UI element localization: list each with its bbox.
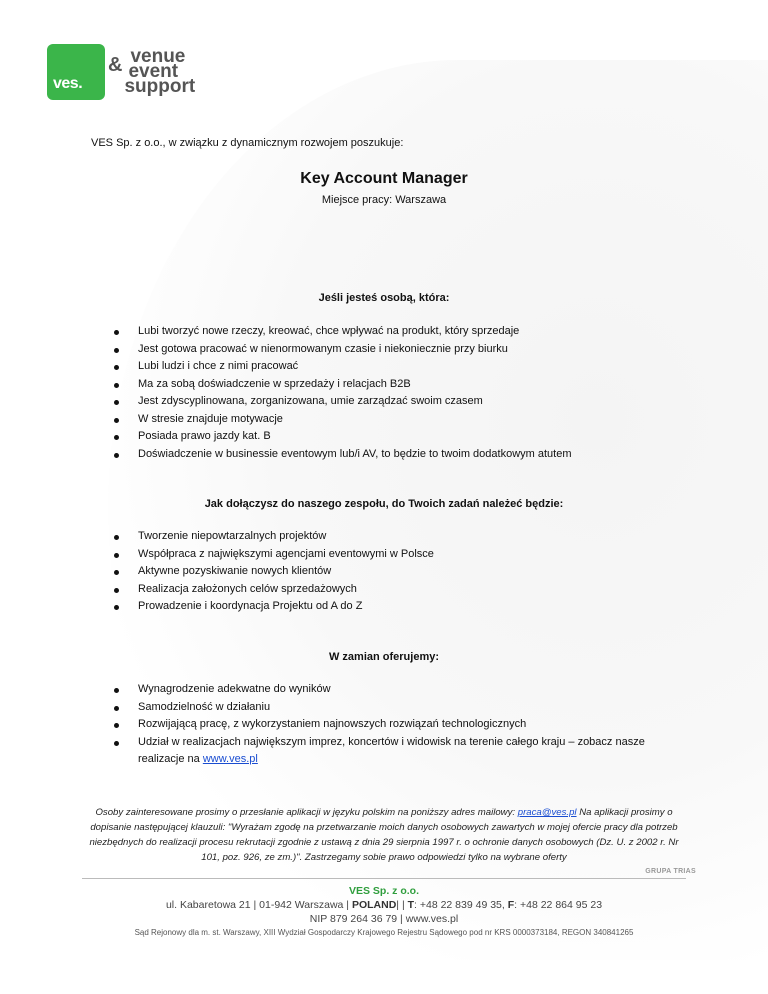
footer-fax: : +48 22 864 95 23 [514,899,603,911]
list-item-text: Udział w realizacjach największym imprez, koncertów i widowisk na terenie całego kraju – zobacz nasze realizacje na [138,735,645,765]
grupa-trias-label: GRUPA TRIAS [645,868,696,875]
logo-short-text: ves. [53,75,83,92]
application-note [82,805,686,865]
logo-ampersand: & [108,53,123,76]
list-item: Wynagrodzenie adekwatne do wyników [110,681,658,699]
footer-address-b: | | [396,899,408,911]
job-title: Key Account Manager [300,170,468,187]
list-item: Jest zdyscyplinowana, zorganizowana, umie zarządzać swoim czasem [110,393,572,411]
ves-logo [47,44,195,100]
list-item [110,734,658,769]
list-item: Rozwijającą pracę, z wykorzystaniem najnowszych rozwiązań technologicznych [110,716,658,734]
job-location: Miejsce pracy: Warszawa [321,194,447,206]
list-item: Jest gotowa pracować w nienormowanym czasie i niekoniecznie przy biurku [110,341,572,359]
email-link[interactable]: praca@ves.pl [517,807,577,818]
list-item: Współpraca z największymi agencjami eventowymi w Polsce [110,546,434,564]
footer-nip: NIP 879 264 36 79 | www.ves.pl [309,913,459,925]
footer-phone: : +48 22 839 49 35, [414,899,508,911]
list-item: Lubi tworzyć nowe rzeczy, kreować, chce wpływać na produkt, który sprzedaje [110,323,572,341]
list-item: Lubi ludzi i chce z nimi pracować [110,358,572,376]
footer-address [0,898,768,912]
list-item: W stresie znajduje motywacje [110,411,572,429]
note-part2: Na aplikacji prosimy o dopisanie następującej klauzuli: "Wyrażam zgodę na przetwarzanie moich danych osobowych zawartych w mojej ofercie pracy dla potrzeb niezbędnych do realizacji procesu rekrutacji zgodnie z ustawą z dnia 29 sierpnia 1997 r. o ochronie danych osobowych (Dz. U. z 2002 r. Nr 101, poz. 926, ze zm.)". Zastrzegamy sobie prawo odpowiedzi tylko na wybrane oferty [89,807,679,863]
section3-heading: W zamian oferujemy: [328,651,440,663]
list-item: Aktywne pozyskiwanie nowych klientów [110,563,434,581]
intro-text: VES Sp. z o.o., w związku z dynamicznym rozwojem poszukuje: [91,137,404,149]
footer-address-a: ul. Kabaretowa 21 | 01-942 Warszawa | [165,899,352,911]
footer-phone-label: T [407,899,415,911]
section2-heading: Jak dołączysz do naszego zespołu, do Twoich zadań należeć będzie: [204,498,564,510]
logo-word-venue: venue [130,45,186,67]
footer-company: VES Sp. z o.o. [348,885,419,897]
list-item: Realizacja założonych celów sprzedażowych [110,581,434,599]
section1-list [110,323,572,463]
footer-registry: Sąd Rejonowy dla m. st. Warszawy, XIII Wydział Gospodarczy Krajowego Rejestru Sądowego pod nr KRS 0000373184, REGON 340841265 [134,928,634,937]
list-item: Tworzenie niepowtarzalnych projektów [110,528,434,546]
list-item: Ma za sobą doświadczenie w sprzedaży i relacjach B2B [110,376,572,394]
section3-list [110,681,658,769]
logo-word-event: event [128,60,179,82]
list-item: Prowadzenie i koordynacja Projektu od A do Z [110,598,434,616]
list-item: Posiada prawo jazdy kat. B [110,428,572,446]
footer-fax-label: F [507,899,515,911]
footer-divider [82,878,686,879]
logo-green-box [47,44,105,100]
list-item: Samodzielność w działaniu [110,699,658,717]
website-link[interactable]: www.ves.pl [202,753,258,765]
section1-heading: Jeśli jesteś osobą, która: [318,292,450,304]
logo-words [124,45,196,97]
logo-word-support: support [124,75,196,97]
footer [0,884,768,940]
section2-list [110,528,434,616]
list-item: Doświadczenie w businessie eventowym lub/i AV, to będzie to twoim dodatkowym atutem [110,446,572,464]
footer-country: POLAND [351,899,397,911]
note-part1: Osoby zainteresowane prosimy o przesłanie aplikacji w języku polskim na poniższy adres mailowy: [95,807,518,818]
